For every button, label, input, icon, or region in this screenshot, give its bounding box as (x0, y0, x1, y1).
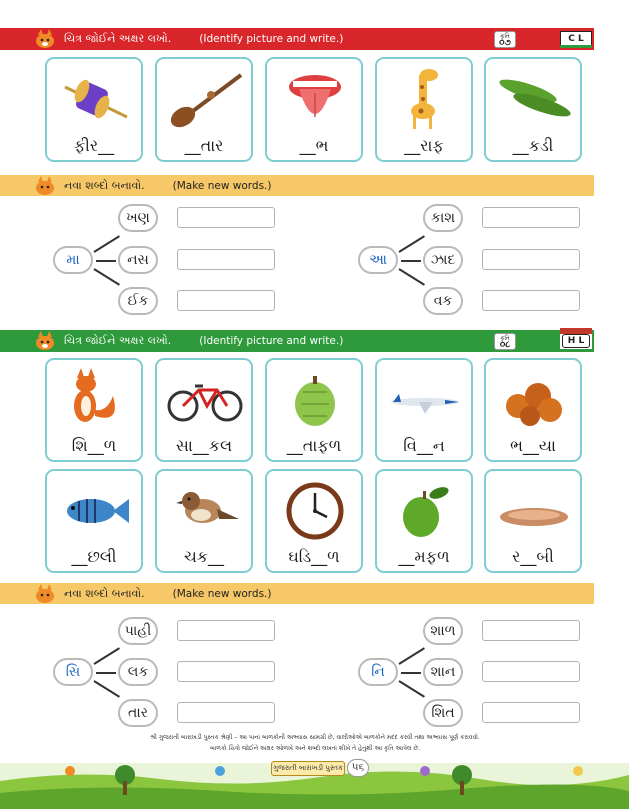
section2-title-gujarati: ચિત્ર જોઈને અક્ષર લખો. (64, 334, 172, 347)
word-part: કાશ (423, 204, 463, 232)
connector-line (93, 235, 120, 253)
center-syllable: સિ (53, 658, 93, 686)
answer-box[interactable] (482, 620, 580, 641)
word-part: શિત (423, 699, 463, 727)
answer-box[interactable] (177, 702, 275, 723)
page-number: ૫૬ (347, 759, 369, 777)
word-part: ઈક (118, 287, 158, 315)
card-word: ફીર__ (73, 136, 115, 155)
clock-icon (275, 477, 355, 543)
card-word: ચક__ (183, 547, 225, 566)
section1-level-tag: C L (560, 31, 592, 47)
words2-header (0, 583, 594, 604)
answer-box[interactable] (482, 290, 580, 311)
answer-box[interactable] (177, 290, 275, 311)
fox-icon (55, 366, 135, 432)
connector-line (398, 647, 425, 665)
answer-box[interactable] (482, 702, 580, 723)
picture-card (45, 358, 143, 462)
fox-mascot-icon (32, 176, 58, 196)
card-word: સા__કલ (175, 436, 233, 455)
center-syllable: નિ (358, 658, 398, 686)
footer-note-line2: બાળકો ચિત્રો જોઈને અક્ષર ઓળખે અને શબ્દો લખતાં શીખે તે હેતુથી આ કૃતિ આપેલ છે. (210, 745, 420, 752)
picture-card (155, 358, 253, 462)
center-syllable: આ (358, 246, 398, 274)
card-word: __રાફ (404, 136, 444, 155)
section2-header (0, 330, 594, 352)
cucumber-icon (494, 65, 574, 131)
section1-header (0, 28, 594, 50)
answer-box[interactable] (177, 620, 275, 641)
word-part: ખણ (118, 204, 158, 232)
section1-title-gujarati: ચિત્ર જોઈને અક્ષર લખો. (64, 32, 172, 45)
words1-title-english: (Make new words.) (172, 179, 272, 192)
card-word: ર__બી (512, 547, 554, 566)
fish-icon (55, 477, 135, 543)
connector-line (93, 268, 120, 286)
connector-line (398, 235, 425, 253)
card-word: __ભ (299, 136, 329, 155)
answer-box[interactable] (177, 207, 275, 228)
card-word: __તાફળ (286, 436, 342, 455)
giraffe-icon (385, 65, 465, 131)
card-word: ઘડિ__ળ (288, 547, 340, 566)
connector-line (401, 672, 421, 674)
section1-title-english: (Identify picture and write.) (199, 33, 344, 45)
card-word: __કડી (512, 136, 554, 155)
picture-card (484, 358, 582, 462)
picture-card (375, 469, 473, 573)
connector-line (96, 672, 116, 674)
section2-level-tag: H L (560, 333, 592, 349)
card-word: ભ__યા (510, 436, 556, 455)
word-part: નસ (118, 246, 158, 274)
picture-card (265, 57, 363, 162)
dish-icon (494, 477, 574, 543)
section2-number-badge: કૃતિ ૦૮ (494, 333, 516, 350)
guava-icon (385, 477, 465, 543)
center-syllable: મા (53, 246, 93, 274)
words1-title-gujarati: નવા શબ્દો બનાવો. (64, 178, 145, 192)
connector-line (401, 260, 421, 262)
picture-card (265, 358, 363, 462)
word-part: લક (118, 658, 158, 686)
level-underline (560, 45, 592, 48)
fritters-icon (494, 366, 574, 432)
connector-line (398, 680, 425, 698)
card-word: વિ__ન (403, 436, 445, 455)
picture-card (484, 57, 582, 162)
connector-line (93, 680, 120, 698)
word-part: પાહી (118, 617, 158, 645)
word-part: ઝાદ (423, 246, 463, 274)
fox-mascot-icon (32, 331, 58, 351)
sparrow-icon (165, 477, 245, 543)
card-word: __મફળ (398, 547, 450, 566)
word-part: શાન (423, 658, 463, 686)
section2-title-english: (Identify picture and write.) (199, 335, 344, 347)
card-word: __છલી (71, 547, 117, 566)
picture-card (375, 57, 473, 162)
word-part: શાળ (423, 617, 463, 645)
footer-note-line1: શ્રી ગુજરાતી બારાખડી પુસ્તક શ્રેણી – આ પાનાં બાળકોની અભ્યાસ સામગ્રી છે, વાલીઓએ બાળકોને મદદ કરવી તથા અભ્યાસ પૂર્ણ કરાવવો. (150, 734, 480, 741)
answer-box[interactable] (482, 207, 580, 228)
book-title-label: ગુજરાતી બારાખડી પુસ્તક (271, 761, 345, 776)
sitar-icon (165, 65, 245, 131)
kite-spool-icon (55, 65, 135, 131)
connector-line (96, 260, 116, 262)
bicycle-icon (165, 366, 245, 432)
answer-box[interactable] (482, 249, 580, 270)
tongue-icon (275, 65, 355, 131)
custard-apple-icon (275, 366, 355, 432)
section1-number-badge: કૃતિ ૦૭ (494, 31, 516, 48)
answer-box[interactable] (177, 249, 275, 270)
picture-card (45, 469, 143, 573)
picture-card (45, 57, 143, 162)
fox-mascot-icon (32, 29, 58, 49)
words2-title-gujarati: નવા શબ્દો બનાવો. (64, 586, 145, 600)
connector-line (398, 268, 425, 286)
picture-card (484, 469, 582, 573)
connector-line (93, 647, 120, 665)
card-word: __તાર (184, 136, 224, 155)
words2-title-english: (Make new words.) (172, 587, 272, 600)
answer-box[interactable] (482, 661, 580, 682)
card-word: શિ__ળ (71, 436, 117, 455)
words1-header (0, 175, 594, 196)
fox-mascot-icon (32, 584, 58, 604)
airplane-icon (385, 366, 465, 432)
word-part: વક (423, 287, 463, 315)
picture-card (155, 469, 253, 573)
picture-card (265, 469, 363, 573)
answer-box[interactable] (177, 661, 275, 682)
word-part: તાર (118, 699, 158, 727)
picture-card (155, 57, 253, 162)
picture-card (375, 358, 473, 462)
